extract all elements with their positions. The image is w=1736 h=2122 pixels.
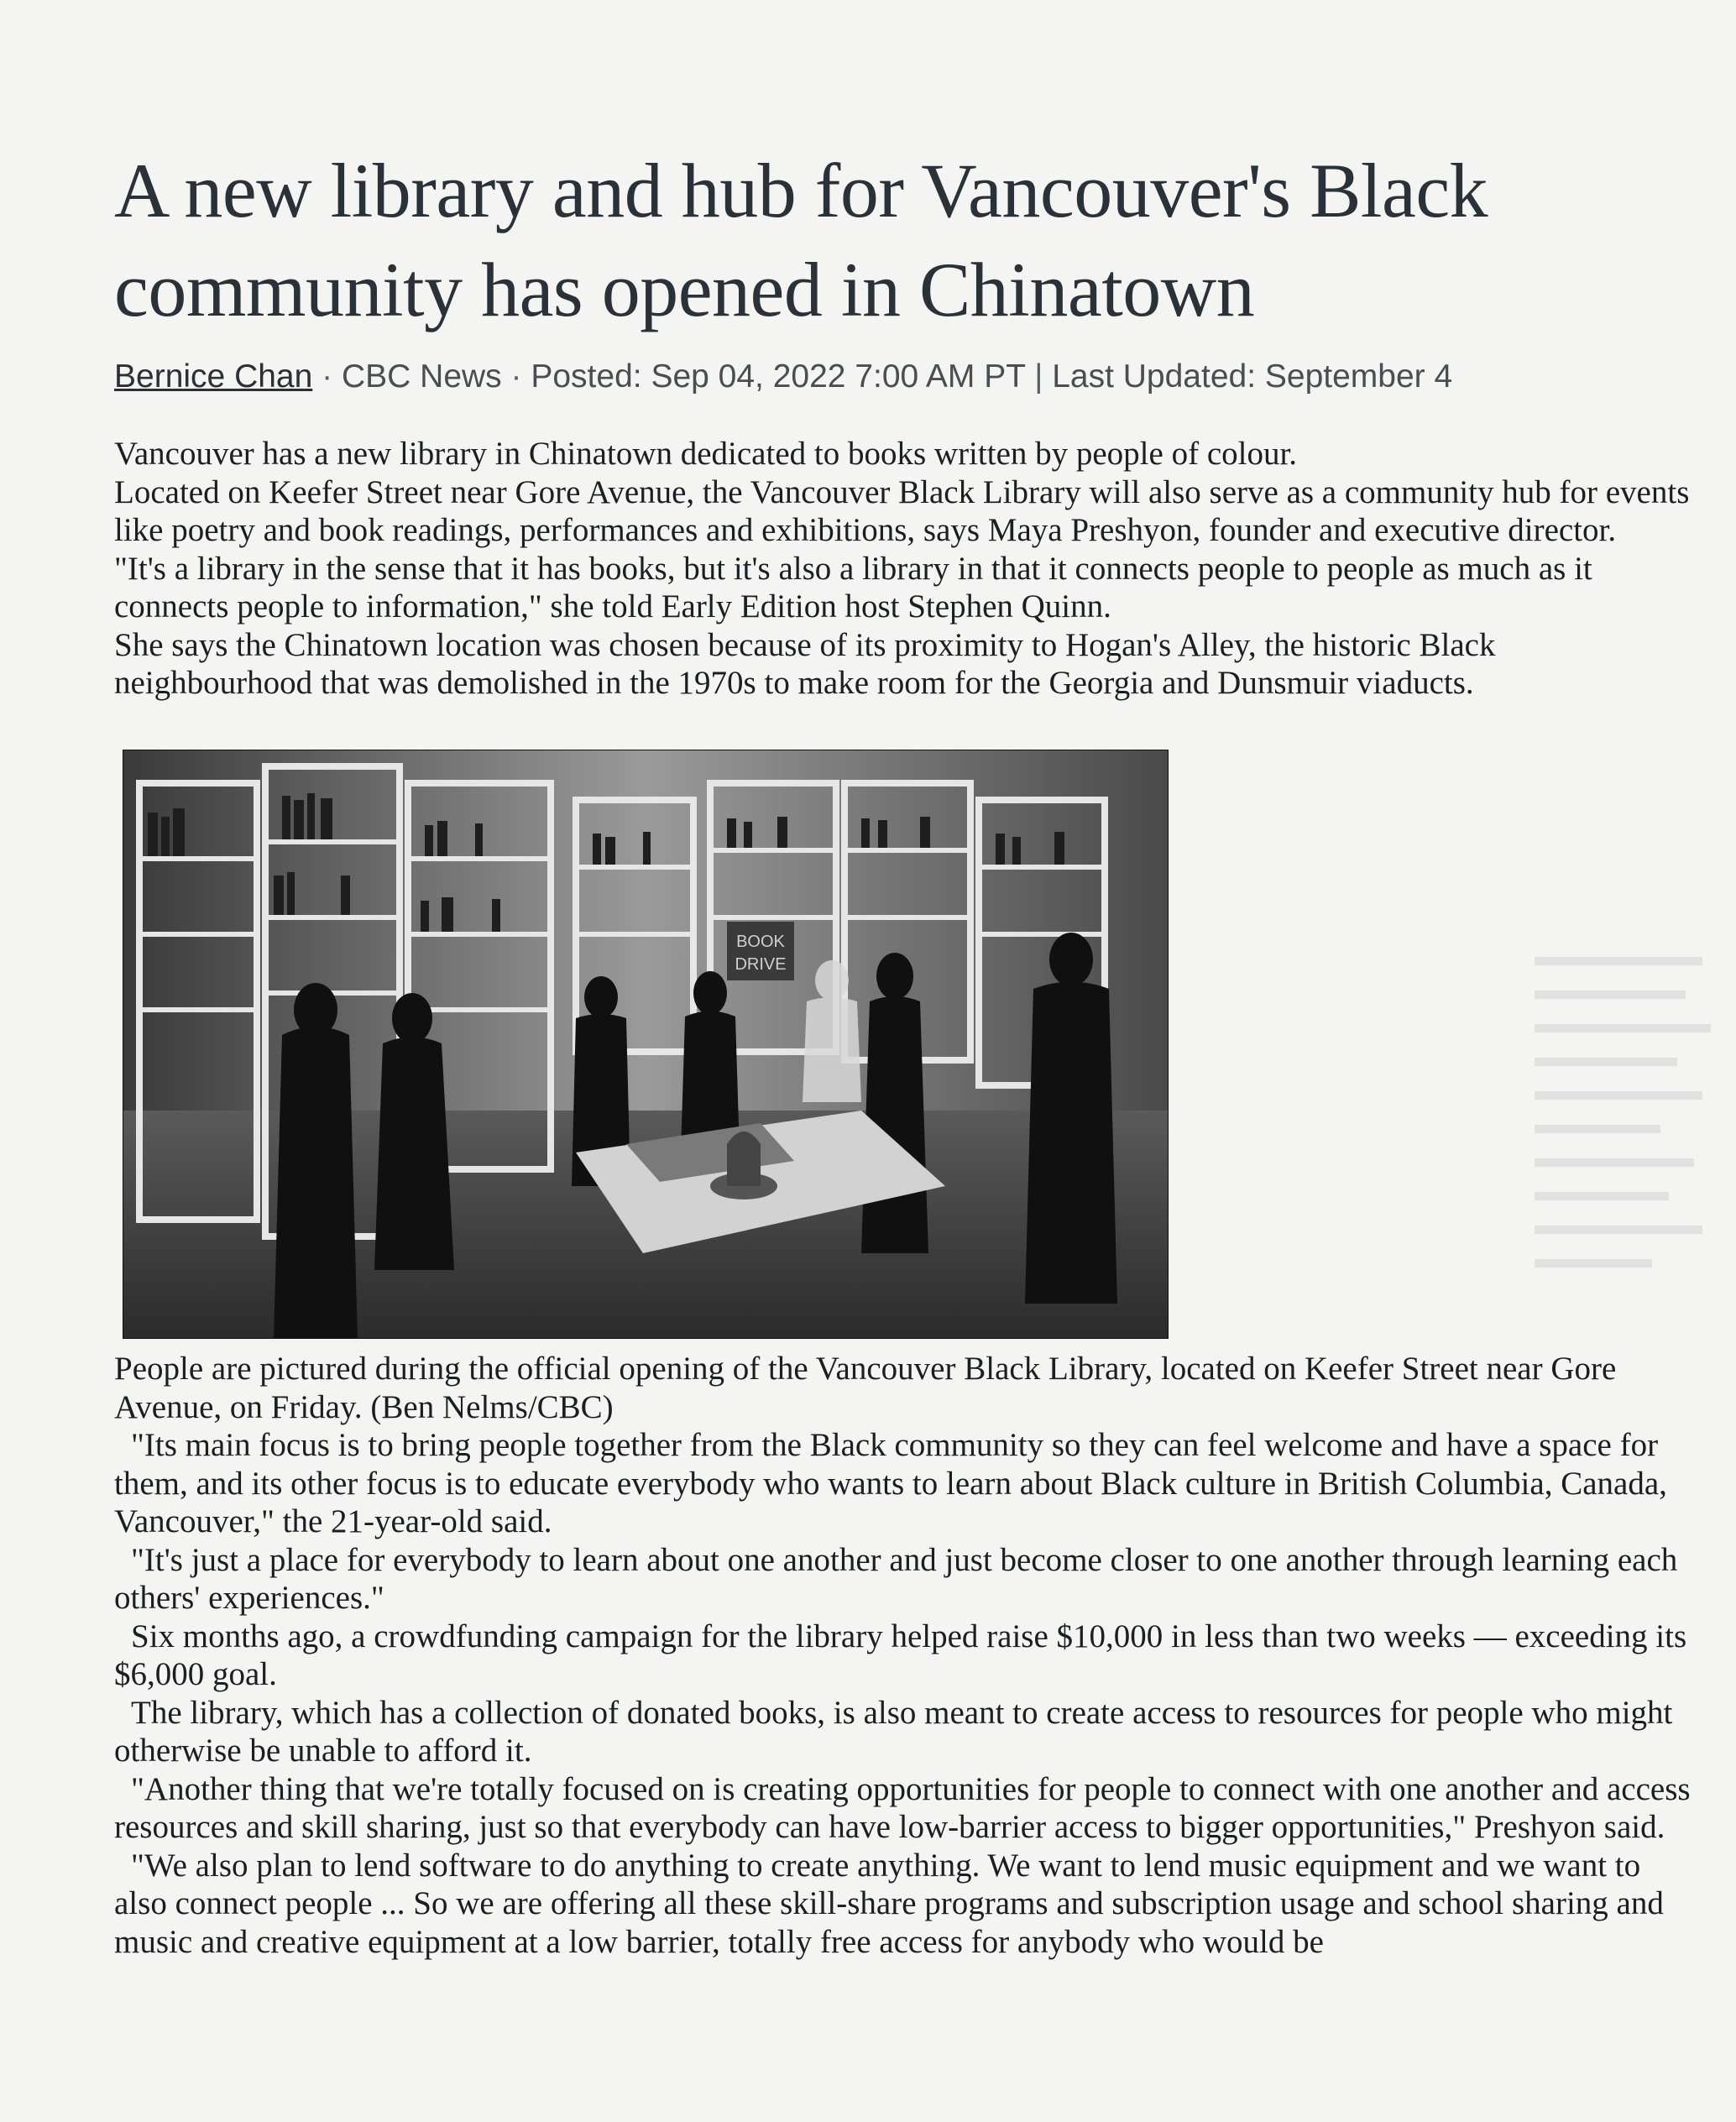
author-link[interactable]: Bernice Chan	[114, 358, 313, 395]
photo-sign-book: BOOK	[736, 933, 785, 951]
photo-sign-drive: DRIVE	[735, 955, 787, 974]
byline-outlet: CBC News	[341, 358, 502, 395]
byline-separator: |	[1025, 358, 1053, 395]
paragraph: Six months ago, a crowdfunding campaign for the library helped raise $10,000 in less than two weeks — exceeding its $6,000 goal.	[114, 1618, 1687, 1692]
byline-posted: Posted: Sep 04, 2022 7:00 AM PT	[531, 358, 1026, 395]
paragraph: "We also plan to lend software to do anything to create anything. We want to lend music equipment and we want to also connect people ... So we are offering all these skill-share programs and subscription usage and school sharing and music and creative equipment at a low barrier, totally free access for anybody who would be	[114, 1847, 1664, 1960]
byline-separator: ·	[312, 358, 342, 395]
article-headline: A new library and hub for Vancouver's Black community has opened in Chinatown	[114, 148, 1488, 332]
photo-caption: People are pictured during the official opening of the Vancouver Black Library, located on Keefer Street near Gore Avenue, on Friday. (Ben Nelms/CBC)	[114, 1351, 1617, 1425]
paragraph: She says the Chinatown location was chosen because of its proximity to Hogan's Alley, the historic Black neighbourhood that was demolished in the 1970s to make room for the Georgia and Dunsmuir viaducts.	[114, 626, 1496, 701]
paragraph: The library, which has a collection of donated books, is also meant to create access to resources for people who might otherwise be unable to afford it.	[114, 1694, 1673, 1769]
paragraph: "Its main focus is to bring people together from the Black community so they can feel welcome and have a space for them, and its other focus is to educate everybody who wants to learn about Black culture in British Columbia, Canada, Vancouver," the 21-year-old said.	[114, 1427, 1667, 1539]
paragraph: "It's a library in the sense that it has books, but it's also a library in that it connects people to people as much as it connects people to information," she told Early Edition host Stephen Quinn.	[114, 550, 1592, 625]
article-body-bottom	[114, 1350, 1692, 1961]
paragraph: Vancouver has a new library in Chinatown dedicated to books written by people of colour.	[114, 436, 1298, 472]
bleed-through-smudge	[1526, 940, 1719, 1326]
paragraph: "It's just a place for everybody to learn about one another and just become closer to one another through learning each others' experiences."	[114, 1541, 1678, 1616]
article-byline	[114, 356, 1625, 398]
byline-updated: Last Updated: September 4	[1052, 358, 1453, 395]
paragraph: "Another thing that we're totally focused on is creating opportunities for people to connect with one another and access resources and skill sharing, just so that everybody can have low-barrier access to bigger opportunities," Preshyon said.	[114, 1770, 1691, 1845]
library-photo	[123, 750, 1169, 1339]
paragraph: Located on Keefer Street near Gore Avenue, the Vancouver Black Library will also serve as a community hub for events like poetry and book readings, performances and exhibitions, says Maya Preshyon, founder and executive director.	[114, 473, 1690, 548]
byline-separator: ·	[501, 358, 531, 395]
article-body-top	[114, 435, 1692, 703]
